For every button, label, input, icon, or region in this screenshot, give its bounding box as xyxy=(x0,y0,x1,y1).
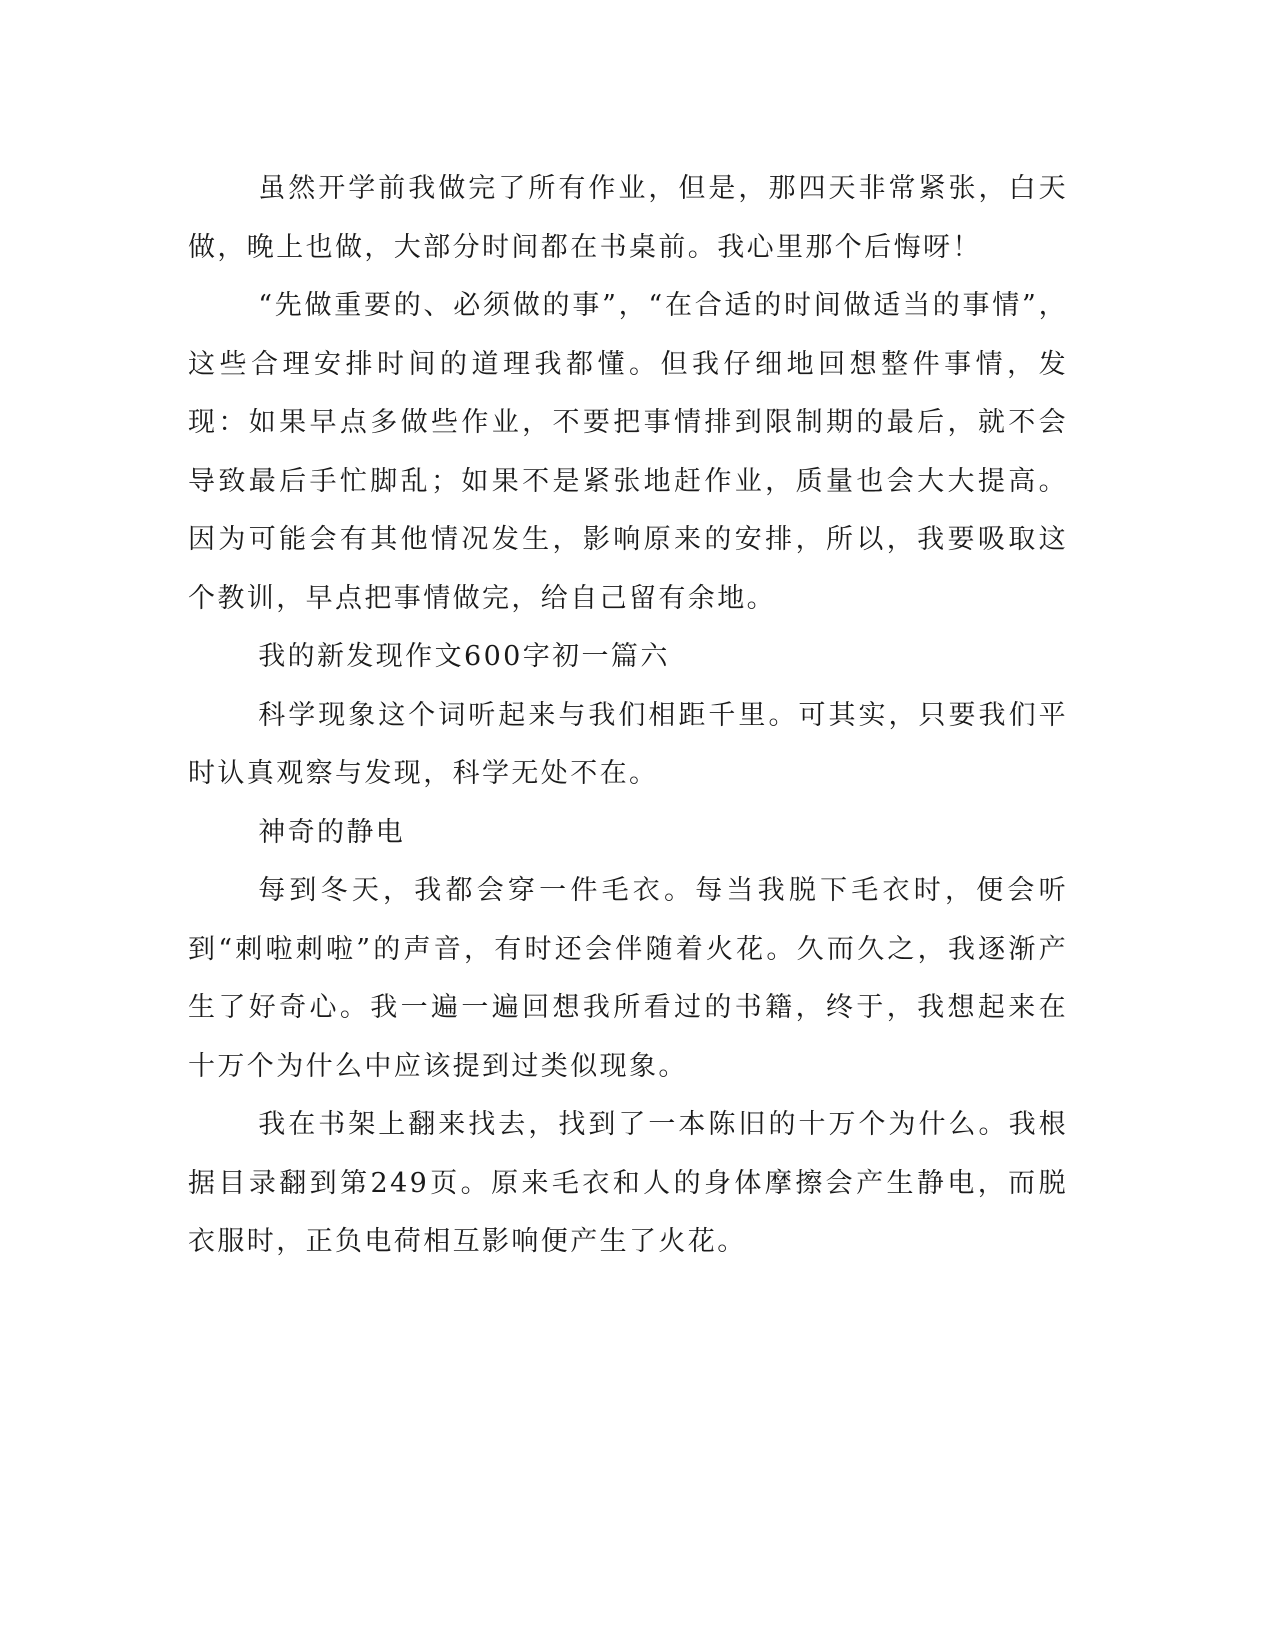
section-heading: 我的新发现作文600字初一篇六 xyxy=(258,641,670,672)
paragraph-sweater-sparks: 每到冬天，我都会穿一件毛衣。每当我脱下毛衣时，便会听到“刺啦刺啦”的声音，有时还会伴随着火花。久而久之，我逐渐产生了好奇心。我一遍一遍回想我所看过的书籍，终于，我想起来在十万个为什么中应该提到过类似现象。 xyxy=(188,875,1068,1082)
paragraph-book-answer: 我在书架上翻来找去，找到了一本陈旧的十万个为什么。我根据目录翻到第249页。原来毛衣和人的身体摩擦会产生静电，而脱衣服时，正负电荷相互影响便产生了火花。 xyxy=(188,1109,1068,1257)
subtitle-static-electricity: 神奇的静电 xyxy=(258,816,406,848)
paragraph-science-intro: 科学现象这个词听起来与我们相距千里。可其实，只要我们平时认真观察与发现，科学无处不在。 xyxy=(188,699,1068,789)
paragraph-regret: 虽然开学前我做完了所有作业，但是，那四天非常紧张，白天做，晚上也做，大部分时间都在书桌前。我心里那个后悔呀！ xyxy=(188,173,1068,263)
paragraph-time-management: “先做重要的、必须做的事”，“在合适的时间做适当的事情”，这些合理安排时间的道理我都懂。但我仔细地回想整件事情，发现：如果早点多做些作业，不要把事情排到限制期的最后，就不会导致最后手忙脚乱；如果不是紧张地赶作业，质量也会大大提高。因为可能会有其他情况发生，影响原来的安排，所以，我要吸取这个教训，早点把事情做完，给自己留有余地。 xyxy=(188,290,1068,614)
document-body xyxy=(188,160,1068,1272)
